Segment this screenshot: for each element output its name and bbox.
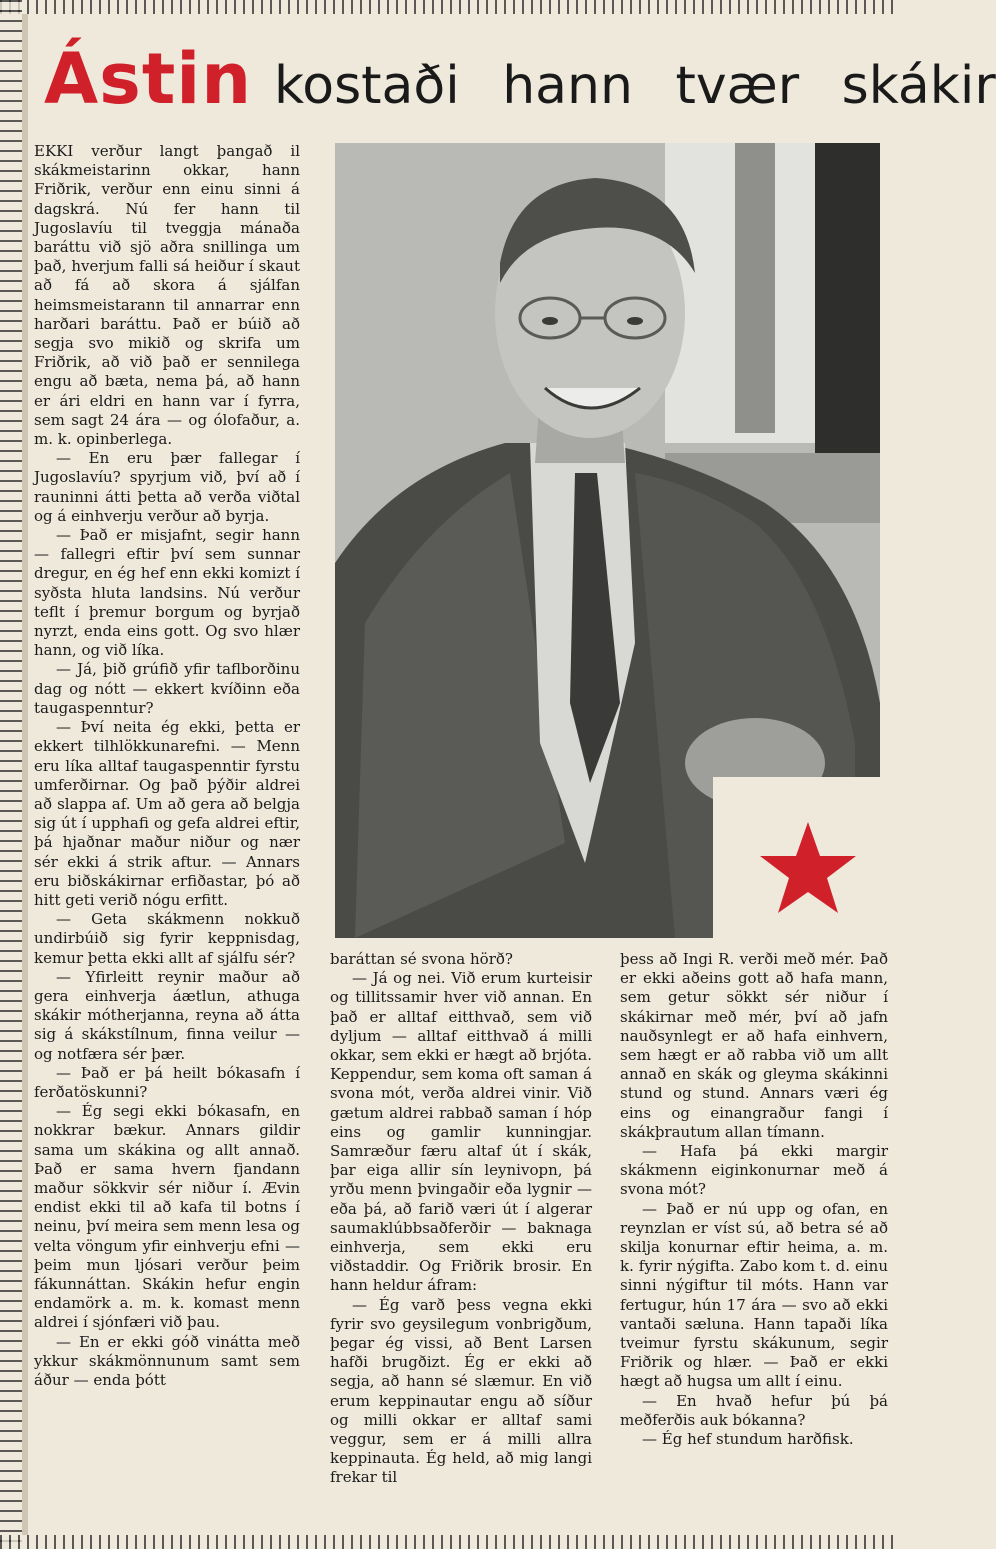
paragraph: — En er ekki góð vinátta með ykkur skákmönnunum samt sem áður — enda þótt [34,1332,300,1389]
paragraph: — Ég segi ekki bókasafn, en nokkrar bækur. Annars gildir sama um skákina og allt annað. Það er sama hvern fjandann maður sökkvir sér niður í. Ævin endist ekki til að kafa til botns í neinu, því meira sem menn lesa og velta vöngum yfir einhverju efni — þeim mun ljósari verður þeim fákunnáttan. Skákin hefur engin endamörk a. m. k. komast menn aldrei í sjónfæri við þau. [34,1102,300,1332]
decorative-border-left [0,0,22,1549]
paper-edge [22,14,28,1535]
paragraph: EKKI verður langt þangað il skákmeistarinn okkar, hann Friðrik, verður enn einu sinni á dagskrá. Nú fer hann til Jugoslavíu til tveggja mánaða baráttu við sjö aðra snillinga um það, hverjum falli sá heiður í skaut að fá að skora á sjálfan heimsmeistarann til annarrar enn harðari baráttu. Það er búið að segja svo mikið og skrifa um Friðrik, að við það er sennilega engu að bæta, nema þá, að hann er ári eldri en hann var í fyrra, sem sagt 24 ára — og ólofaður, a. m. k. opinberlega. [34,142,300,449]
paragraph: — Ég hef stundum harðfisk. [642,1430,854,1449]
headline-rest: kostaði hann tvær skákir [274,56,996,116]
article-column-2 [330,950,592,1488]
article-column-3 [620,950,888,1449]
paragraph: baráttan sé svona hörð? [330,950,513,968]
paragraph: — Hafa þá ekki margir skákmenn eiginkonurnar með á svona mót? [620,1142,888,1199]
paragraph: — Já og nei. Við erum kurteisir og tillitssamir hver við annan. En það er alltaf eitthvað, sem við dyljum — alltaf eitthvað á milli okkar, sem ekki er hægt að brjóta. Keppendur, sem koma oft saman á svona mót, verða aldrei vinir. Við gætum aldrei rabbað saman í hóp eins og gamlir kunningjar. Samræður færu altaf út í skák, þar eiga allir sín leynivopn, þá yrðu menn þvingaðir eða lygnir — eða þá, að farið væri út í algerar saumaklúbbsaðferðir — baknaga einhverja, sem ekki eru viðstaddir. Og Friðrik brosir. En hann heldur áfram: [330,969,592,1295]
paragraph: þess að Ingi R. verði með mér. Það er ekki aðeins gott að hafa mann, sem getur sökkt sér niður í skákirnar með mér, því að jafn nauðsynlegt er að hafa einhvern, sem hægt er að rabba við um allt annað en skák og gleyma skákinni stund og stund. Annars væri ég eins og einangraður fangi í skákþrautum allan tímann. [620,950,888,1141]
paragraph: — Það er nú upp og ofan, en reynzlan er víst sú, að betra sé að skilja konurnar eftir heima, a. m. k. fyrir nýgifta. Zabo kom t. d. einu sinni nýgiftur til móts. Hann var fertugur, hún 17 ára — svo að ekki vantaði sæluna. Hann tapaði líka tveimur fyrstu skákunum, segir Friðrik og hlær. — Það er ekki hægt að hugsa um allt í einu. [620,1199,888,1391]
paragraph: — Ég varð þess vegna ekki fyrir svo geysilegum vonbrigðum, þegar ég vissi, að Bent Larsen hafði brugðizt. Ég er ekki að segja, að hann sé slæmur. En við erum keppinautar engu að síður og milli okkar er alltaf sami veggur, sem er á milli allra keppinauta. Ég held, að mig langi frekar til [330,1295,592,1487]
paragraph: — En eru þær fallegar í Jugoslavíu? spyrjum við, því að í rauninni átti þetta að verða viðtal og á einhverju verður að byrja. [34,449,300,525]
paragraph: — Það er þá heilt bókasafn í ferðatöskunni? [34,1063,300,1101]
star-icon [758,820,858,915]
headline [44,38,996,128]
article-column-1 [34,142,300,1390]
paragraph: — Það er misjafnt, segir hann — fallegri eftir því sem sunnar dregur, en ég hef enn ekki komizt í syðsta hluta landsins. Nú verður teflt í þremur borgum og byrjað nyrzt, enda eins gott. Og svo hlær hann, og við líka. [34,526,300,660]
paragraph: — Geta skákmenn nokkuð undirbúið sig fyrir keppnisdag, kemur þetta ekki allt af sjálfu sér? [34,910,300,967]
paragraph: — Yfirleitt reynir maður að gera einhverja áætlun, athuga skákir mótherjanna, reyna að átta sig á skákstílnum, finna veilur — og notfæra sér þær. [34,967,300,1063]
paragraph: — Já, þið grúfið yfir taflborðinu dag og nótt — ekkert kvíðinn eða taugaspenntur? [34,660,300,717]
headline-red-word: Ástin [44,38,253,120]
decorative-border-bottom [0,1535,897,1549]
decorative-border-top [0,0,897,14]
paragraph: — En hvað hefur þú þá meðferðis auk bókanna? [620,1391,888,1429]
paragraph: — Því neita ég ekki, þetta er ekkert tilhlökkunarefni. — Menn eru líka alltaf taugaspenntir fyrstu umferðirnar. Og það þýðir aldrei að slappa af. Um að gera að belgja sig út í upphafi og gefa aldrei eftir, þá hjaðnar maður niður og nær sér ekki á strik aftur. — Annars eru biðskákirnar erfiðastar, þó að hitt geti verið nógu erfitt. [34,718,300,909]
